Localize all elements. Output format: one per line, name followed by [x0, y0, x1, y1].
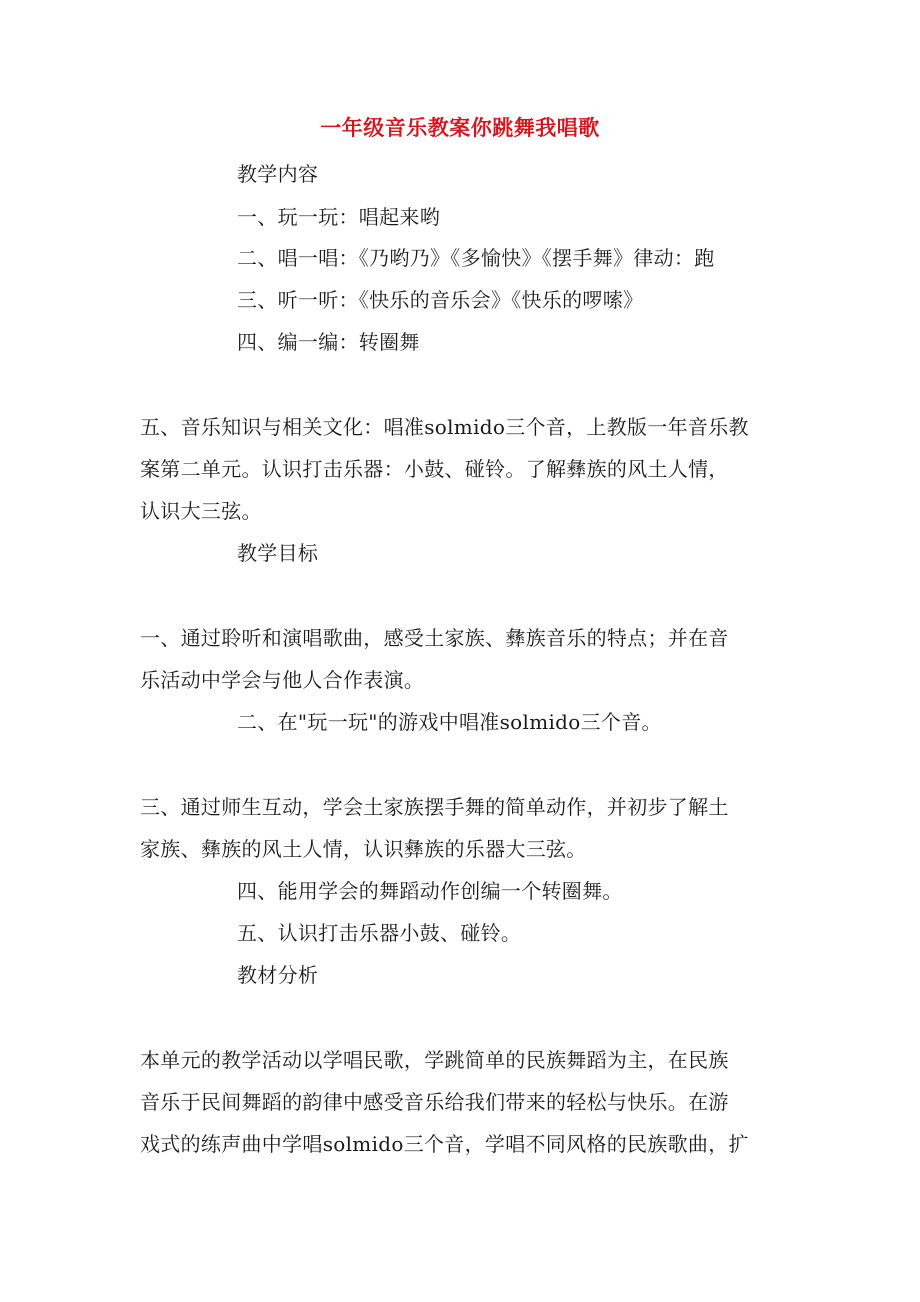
- goal-item-5: 五、认识打击乐器小鼓、碰铃。: [237, 921, 522, 945]
- content-item-1: 一、玩一玩：唱起来哟: [237, 205, 440, 229]
- content-item-3: 三、听一听：《快乐的音乐会》《快乐的啰嗦》: [237, 288, 644, 312]
- goal-item-3-line-2: 家族、彝族的风土人情，认识彝族的乐器大三弦。: [140, 837, 587, 861]
- content-item-4: 四、编一编：转圈舞: [237, 330, 420, 354]
- content-item-5-line-1: 五、音乐知识与相关文化：唱准solmido三个音，上教版一年音乐教: [140, 415, 749, 439]
- analysis-line-1: 本单元的教学活动以学唱民歌，学跳简单的民族舞蹈为主，在民族: [140, 1048, 729, 1072]
- analysis-line-3: 戏式的练声曲中学唱solmido三个音，学唱不同风格的民族歌曲，扩: [140, 1132, 749, 1156]
- goal-item-1-line-1: 一、通过聆听和演唱歌曲，感受土家族、彝族音乐的特点；并在音: [140, 626, 729, 650]
- goal-item-3-line-1: 三、通过师生互动，学会土家族摆手舞的简单动作，并初步了解土: [140, 795, 729, 819]
- content-item-2: 二、唱一唱：《乃哟乃》《多愉快》《摆手舞》律动：跑: [237, 246, 715, 270]
- goal-item-1-line-2: 乐活动中学会与他人合作表演。: [140, 668, 425, 692]
- section-heading-analysis: 教材分析: [237, 963, 319, 987]
- content-item-5-line-3: 认识大三弦。: [140, 499, 262, 523]
- goal-item-4: 四、能用学会的舞蹈动作创编一个转圈舞。: [237, 879, 623, 903]
- analysis-line-2: 音乐于民间舞蹈的韵律中感受音乐给我们带来的轻松与快乐。在游: [140, 1090, 729, 1114]
- section-heading-goals: 教学目标: [237, 541, 319, 565]
- content-item-5-line-2: 案第二单元。认识打击乐器：小鼓、碰铃。了解彝族的风土人情，: [140, 457, 729, 481]
- section-heading-content: 教学内容: [237, 162, 319, 186]
- goal-item-2: 二、在"玩一玩"的游戏中唱准solmido三个音。: [237, 710, 662, 734]
- document-title: 一年级音乐教案你跳舞我唱歌: [320, 116, 600, 140]
